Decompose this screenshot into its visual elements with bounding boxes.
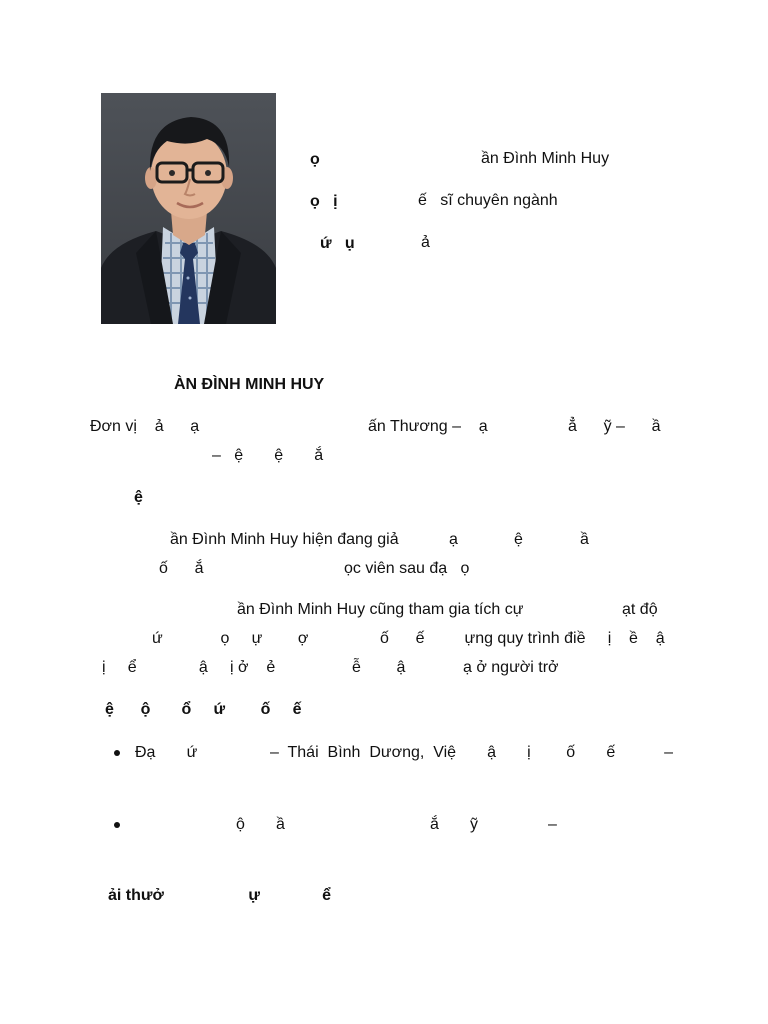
sub-heading: ệ ộ ổ ứ ố ế: [105, 701, 302, 718]
bullet-icon: [114, 750, 120, 756]
name-heading: ÀN ĐÌNH MINH HUY: [174, 376, 325, 393]
degree-value: ế sĩ chuyên ngành: [418, 192, 558, 209]
para1-line1a: ần Đình Minh Huy hiện đang giả: [170, 531, 399, 548]
para2-line2a: ứ ọ ự ợ: [152, 630, 309, 647]
para2-line3c: ạ ở người trở: [463, 659, 559, 676]
position-value: ả: [421, 234, 430, 251]
awards-heading: ải thưở ự ể: [108, 887, 332, 904]
bullet-2b: ắ ỹ: [430, 816, 479, 833]
para2-line2b: ố ế ựng quy trình điề ị ề ậ: [380, 630, 665, 647]
unit-line-2: – ệ ệ ắ: [212, 447, 324, 464]
para1-line1c: ệ: [514, 531, 523, 548]
unit-line-1c: ẳ ỹ – ầ: [568, 418, 661, 435]
para2-line3b: ễ ậ: [352, 659, 406, 676]
portrait-photo-icon: [101, 93, 276, 324]
para2-line3a: ị ể ậ ị ở ẻ: [102, 659, 276, 676]
para1-line2b: ọc viên sau đạ ọ: [344, 560, 470, 577]
para1-line2a: ố ắ: [159, 560, 204, 577]
bullet-2a: ộ ầ: [236, 816, 285, 833]
bullet-1b: – Thái Bình Dương, Việ ậ ị ố ế –: [270, 744, 674, 761]
bullet-icon: [114, 822, 120, 828]
profile-photo: [101, 93, 276, 324]
section-label: ệ: [134, 489, 143, 506]
name-label: ọ: [310, 151, 320, 168]
bullet-1a: Đạ ứ: [135, 744, 198, 761]
bullet-2c: –: [548, 816, 557, 833]
position-label: ứ ụ: [320, 235, 355, 252]
degree-label: ọ ị: [310, 193, 338, 210]
unit-line-1a: Đơn vị ả ạ: [90, 418, 200, 435]
para1-line1b: ạ: [449, 531, 458, 548]
unit-line-1b: ấn Thương – ạ: [368, 418, 488, 435]
para2-line1b: ạt độ: [622, 601, 658, 618]
name-value: ần Đình Minh Huy: [481, 150, 610, 167]
para1-line1d: ầ: [580, 531, 589, 548]
para2-line1a: ần Đình Minh Huy cũng tham gia tích cự: [237, 601, 524, 618]
